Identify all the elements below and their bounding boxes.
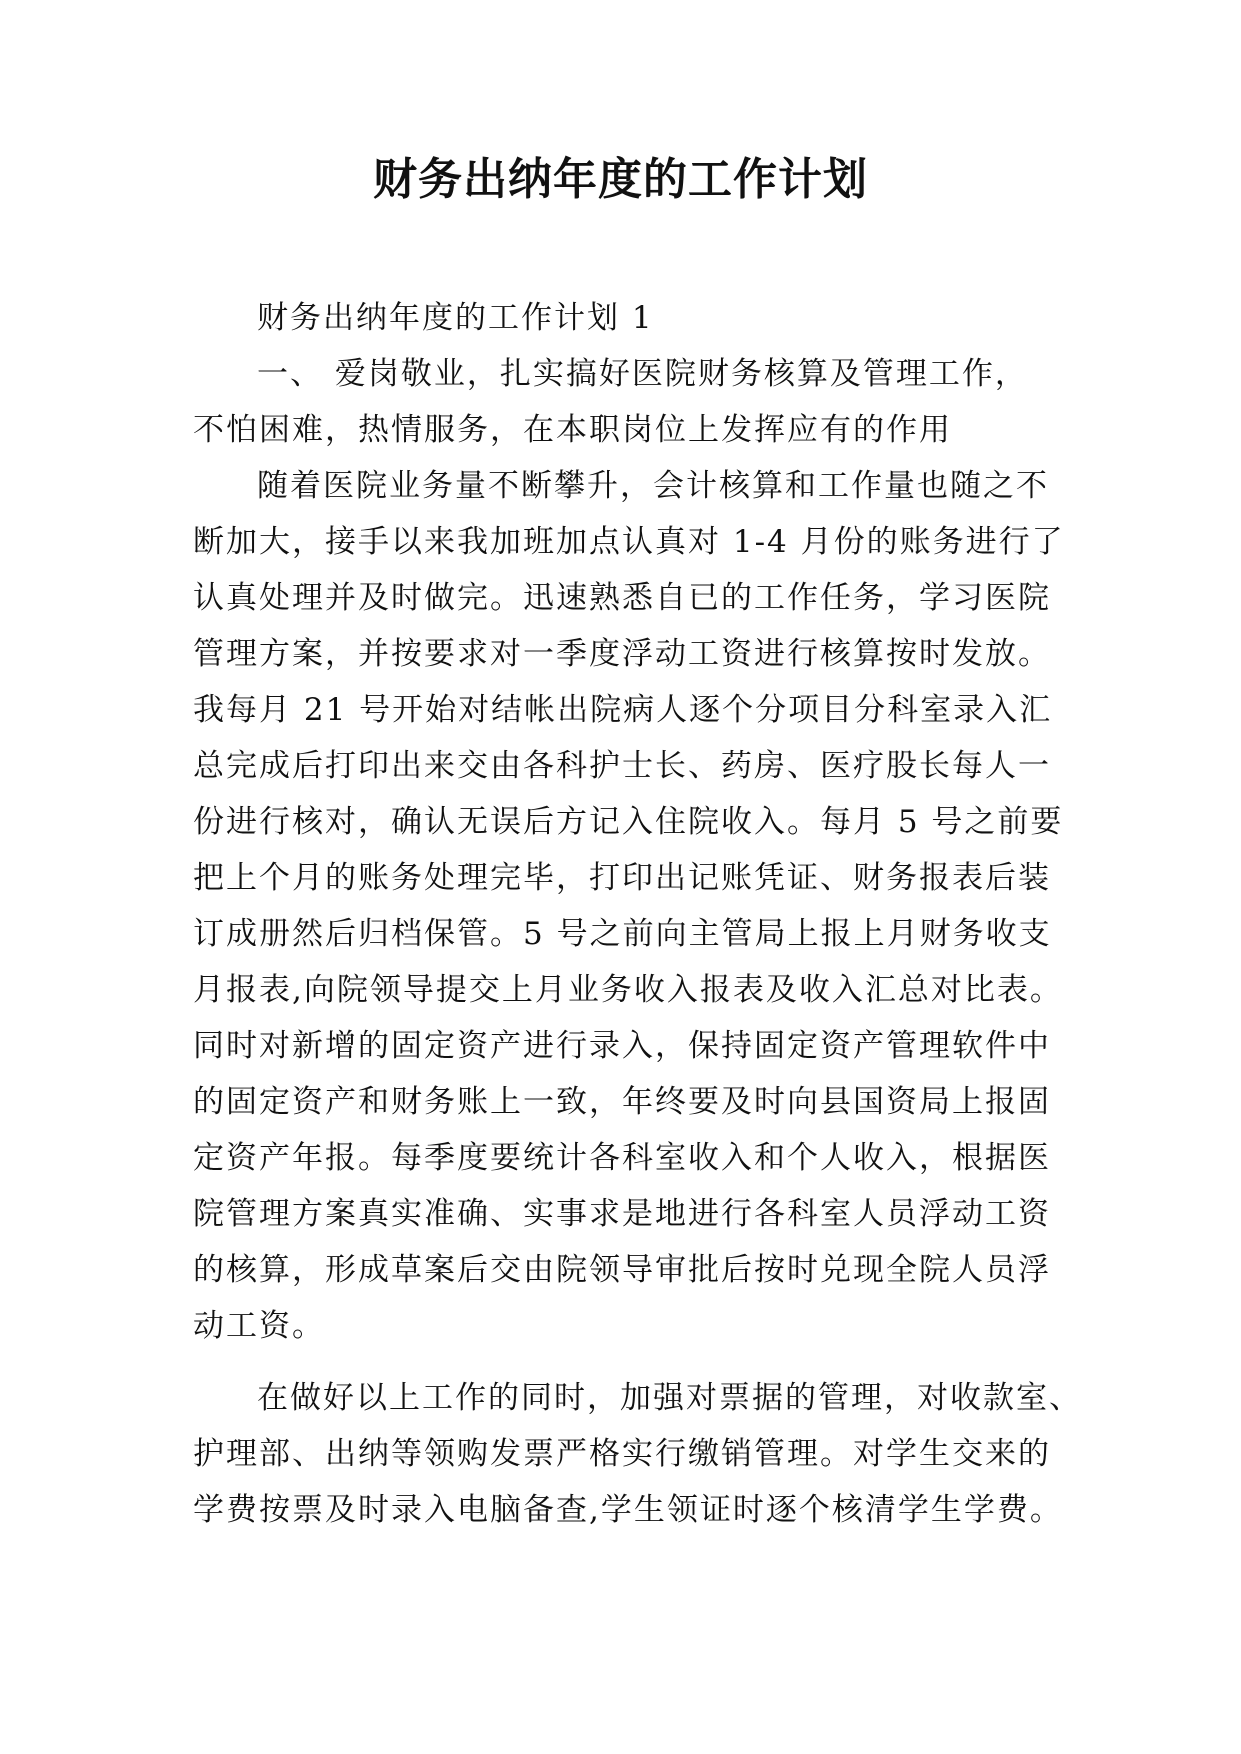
document-title: 财务出纳年度的工作计划	[373, 154, 868, 205]
paragraph-1-line: 断加大，接手以来我加班加点认真对 1-4 月份的账务进行了	[193, 524, 1065, 560]
paragraph-1-line: 管理方案，并按要求对一季度浮动工资进行核算按时发放。	[193, 636, 1051, 672]
paragraph-1-line: 的核算，形成草案后交由院领导审批后按时兑现全院人员浮	[193, 1252, 1051, 1288]
paragraph-2-line: 护理部、出纳等领购发票严格实行缴销管理。对学生交来的	[193, 1436, 1051, 1472]
paragraph-1-line: 总完成后打印出来交由各科护士长、药房、医疗股长每人一	[193, 748, 1051, 784]
paragraph-2-line: 在做好以上工作的同时，加强对票据的管理，对收款室、	[257, 1380, 1082, 1416]
paragraph-1-line: 定资产年报。每季度要统计各科室收入和个人收入，根据医	[193, 1140, 1051, 1176]
section1-line-2: 不怕困难，热情服务，在本职岗位上发挥应有的作用	[193, 412, 952, 448]
paragraph-1-line: 动工资。	[193, 1308, 325, 1344]
paragraph-1-line: 月报表,向院领导提交上月业务收入报表及收入汇总对比表。	[193, 972, 1063, 1008]
paragraph-1-line: 份进行核对，确认无误后方记入住院收入。每月 5 号之前要	[193, 804, 1064, 840]
paragraph-1-line: 同时对新增的固定资产进行录入，保持固定资产管理软件中	[193, 1028, 1051, 1064]
paragraph-1-line: 订成册然后归档保管。5 号之前向主管局上报上月财务收支	[193, 916, 1052, 952]
paragraph-1-line: 把上个月的账务处理完毕，打印出记账凭证、财务报表后装	[193, 860, 1051, 896]
paragraph-1-line: 院管理方案真实准确、实事求是地进行各科室人员浮动工资	[193, 1196, 1051, 1232]
section1-line-1: 一、 爱岗敬业，扎实搞好医院财务核算及管理工作，	[257, 356, 1028, 392]
paragraph-2-line: 学费按票及时录入电脑备查,学生领证时逐个核清学生学费。	[193, 1492, 1063, 1528]
document-body	[193, 290, 1082, 1538]
section-heading: 财务出纳年度的工作计划 1	[257, 300, 654, 336]
paragraph-1-line: 认真处理并及时做完。迅速熟悉自已的工作任务，学习医院	[193, 580, 1051, 616]
paragraph-gap	[193, 1354, 1049, 1370]
paragraph-1-line: 我每月 21 号开始对结帐出院病人逐个分项目分科室录入汇	[193, 692, 1053, 728]
paragraph-1-line: 的固定资产和财务账上一致，年终要及时向县国资局上报固	[193, 1084, 1051, 1120]
paragraph-1-line: 随着医院业务量不断攀升，会计核算和工作量也随之不	[257, 468, 1049, 504]
